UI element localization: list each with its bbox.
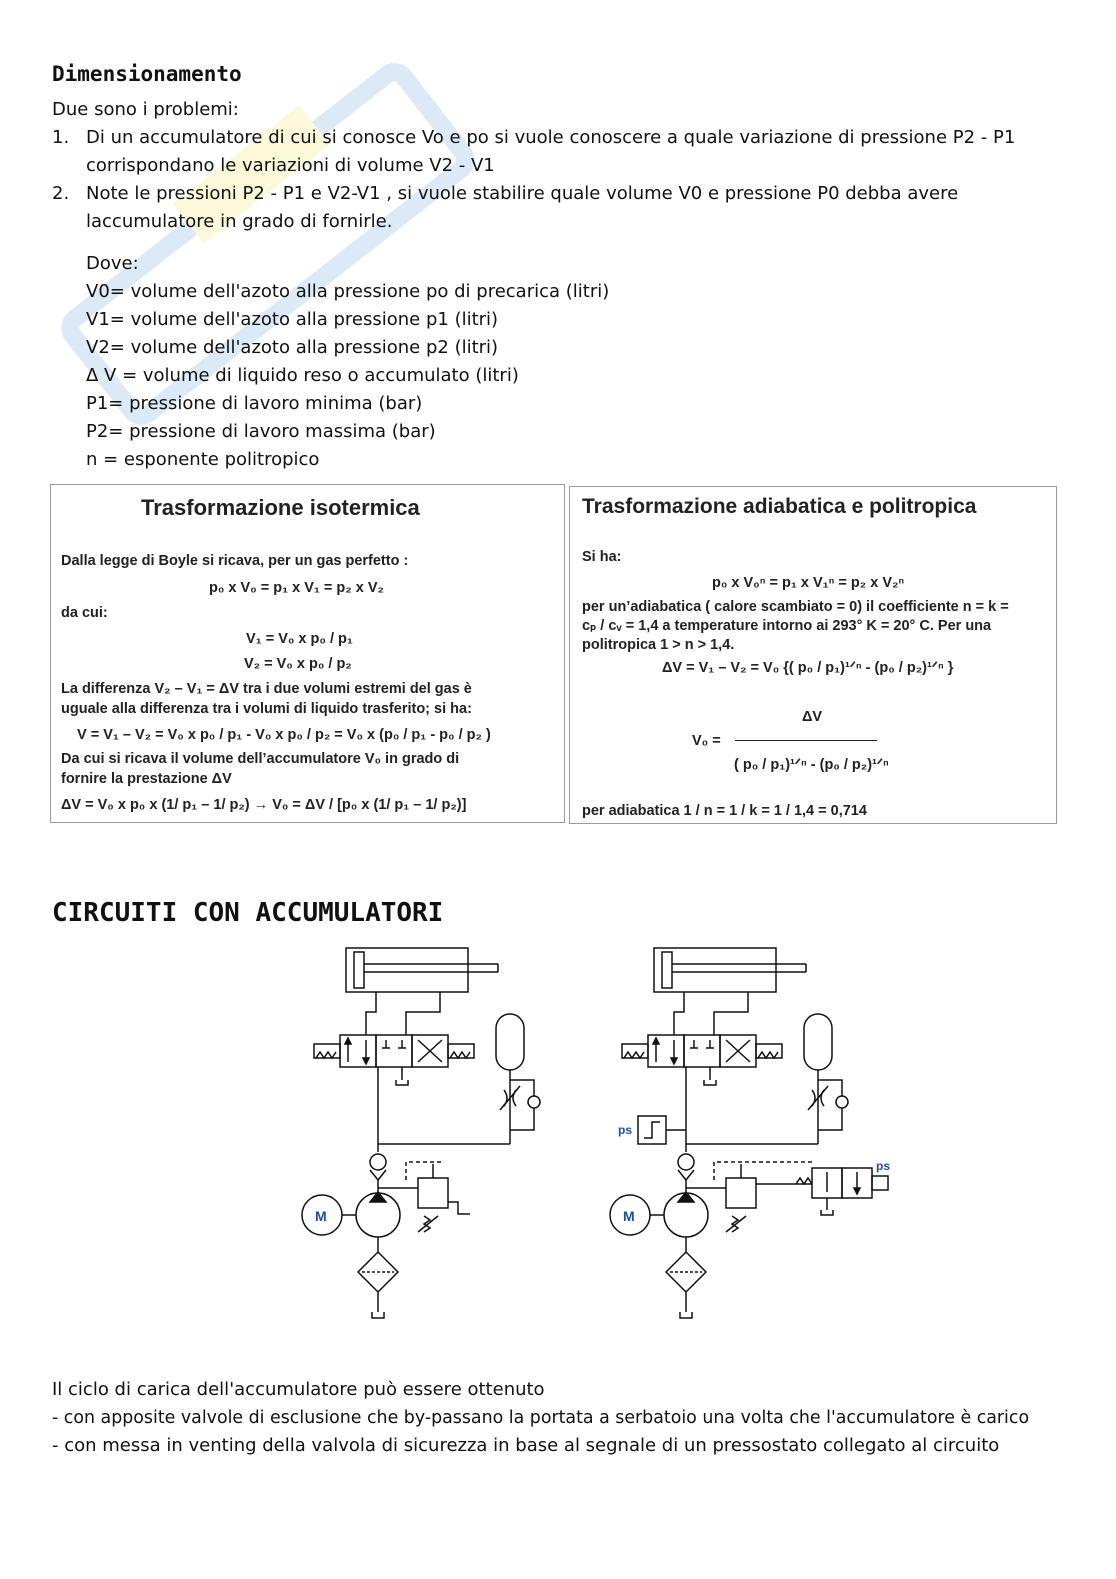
intro-text: Due sono i problemi: [52,99,239,120]
definition-item: V1= volume dell'azoto alla pressione p1 (litri) [86,309,499,330]
adiabatic-box [569,486,1057,824]
where-label: Dove: [86,253,139,274]
section-title-circuiti: CIRCUITI CON ACCUMULATORI [52,898,444,928]
box-text: Si ha: [582,549,622,565]
fraction-numerator: ΔV [802,709,823,725]
equation: V₁ = V₀ x p₀ / p₁ [246,631,353,647]
adiabatic-title: Trasformazione adiabatica e politropica [582,495,977,518]
problem-1-line-1: Di un accumulatore di cui si conosce Vo e po si vuole conoscere a quale variazione di pressione P2 - P1 [86,127,1016,148]
paragraph-2: - con apposite valvole di esclusione che by-passano la portata a serbatoio una volta che l'accumulatore è carico [52,1408,1030,1428]
circuit-diagram-2 [606,940,906,1330]
definition-item: Δ V = volume di liquido reso o accumulato (litri) [86,365,519,386]
definition-item: P2= pressione di lavoro massima (bar) [86,421,436,442]
problem-number: 2. [52,183,70,204]
circuit-diagram-1 [298,940,558,1330]
definition-item: V2= volume dell'azoto alla pressione p2 (litri) [86,337,499,358]
box-text: cₚ / cᵥ = 1,4 a temperature intorno ai 293° K = 20° C. Per una [582,618,992,634]
pressure-switch-label: ps [618,1123,633,1137]
box-text: fornire la prestazione ΔV [61,771,232,787]
fraction-bar [735,740,877,741]
definition-item: P1= pressione di lavoro minima (bar) [86,393,423,414]
equation: V = V₁ – V₂ = V₀ x p₀ / p₁ - V₀ x p₀ / p₂ = V₀ x (p₀ / p₁ - p₀ / p₂ ) [77,727,491,743]
box-text: uguale alla differenza tra i volumi di liquido trasferito; si ha: [61,701,472,717]
pressure-switch-label: ps [876,1159,891,1173]
paragraph-3: - con messa in venting della valvola di sicurezza in base al segnale di un pressostato collegato al circuito [52,1435,1000,1456]
box-text: Da cui si ricava il volume dell’accumulatore V₀ in grado di [61,751,460,767]
box-text: Dalla legge di Boyle si ricava, per un gas perfetto : [61,553,409,569]
problem-2-line-2: laccumulatore in grado di fornirle. [86,211,393,232]
motor-label: M [623,1208,635,1224]
isothermal-box [50,484,565,823]
equation: p₀ x V₀ = p₁ x V₁ = p₂ x V₂ [209,580,384,596]
fraction-lhs: V₀ = [692,733,721,749]
paragraph-1: Il ciclo di carica dell'accumulatore può essere ottenuto [52,1379,545,1400]
box-text: per adiabatica 1 / n = 1 / k = 1 / 1,4 = 0,714 [582,803,867,819]
equation: ΔV = V₁ – V₂ = V₀ {( p₀ / p₁)¹ᐟⁿ - (p₀ / p₂)¹ᐟⁿ } [662,660,954,676]
problem-2-line-1: Note le pressioni P2 - P1 e V2-V1 , si vuole stabilire quale volume V0 e pressione P0 debba avere [86,183,959,204]
definition-item: n = esponente politropico [86,449,320,470]
box-text: da cui: [61,605,108,621]
section-title-dimensionamento: Dimensionamento [52,62,242,86]
isothermal-title: Trasformazione isotermica [141,495,420,520]
problem-1-line-2: corrispondano le variazioni di volume V2 - V1 [86,155,495,176]
problem-number: 1. [52,127,70,148]
fraction-denominator: ( p₀ / p₁)¹ᐟⁿ - (p₀ / p₂)¹ᐟⁿ [734,757,889,773]
box-text: La differenza V₂ – V₁ = ΔV tra i due volumi estremi del gas è [61,681,472,697]
box-text: politropica 1 > n > 1,4. [582,637,735,653]
definition-item: V0= volume dell'azoto alla pressione po di precarica (litri) [86,281,610,302]
motor-label: M [315,1208,327,1224]
equation: p₀ x V₀ⁿ = p₁ x V₁ⁿ = p₂ x V₂ⁿ [712,575,905,591]
equation: ΔV = V₀ x p₀ x (1/ p₁ – 1/ p₂) → V₀ = ΔV / [p₀ x (1/ p₁ – 1/ p₂)] [61,797,467,813]
equation: V₂ = V₀ x p₀ / p₂ [244,656,352,672]
box-text: per un’adiabatica ( calore scambiato = 0) il coefficiente n = k = [582,599,1009,615]
